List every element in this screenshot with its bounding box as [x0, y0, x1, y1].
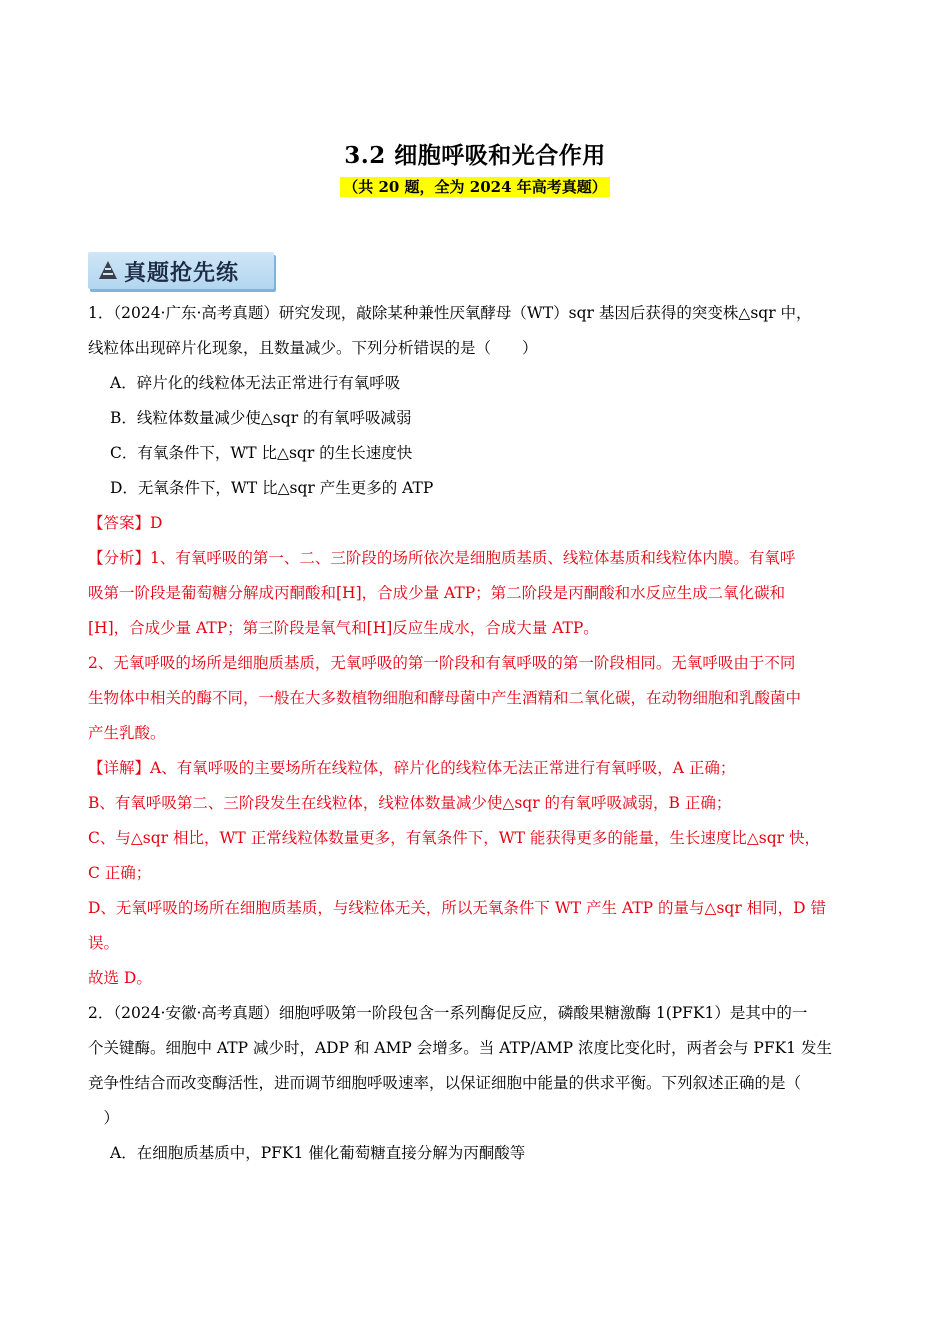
q1-analysis-line: 【分析】1、有氧呼吸的第一、二、三阶段的场所依次是细胞质基质、线粒体基质和线粒体内膜。有氧呼 [88, 549, 796, 567]
pyramid-icon [97, 259, 119, 281]
q1-analysis-line: 产生乳酸。 [88, 724, 166, 742]
q1-analysis-line: 吸第一阶段是葡萄糖分解成丙酮酸和[H]，合成少量 ATP；第二阶段是丙酮酸和水反应生成二氧化碳和 [88, 584, 786, 602]
q1-option-b: B．线粒体数量减少使△sqr 的有氧呼吸减弱 [110, 409, 412, 427]
q1-conclusion: 故选 D。 [88, 969, 152, 987]
q1-detail-line: C 正确； [88, 864, 152, 882]
q2-option-a: A．在细胞质基质中，PFK1 催化葡萄糖直接分解为丙酮酸等 [110, 1144, 526, 1162]
document-body [88, 296, 862, 1171]
q1-option-d: D．无氧条件下，WT 比△sqr 产生更多的 ATP [110, 479, 434, 497]
q1-detail-line: D、无氧呼吸的场所在细胞质基质，与线粒体无关，所以无氧条件下 WT 产生 ATP 的量与△sqr 相同，D 错 [88, 899, 827, 917]
q1-answer: 【答案】D [88, 514, 163, 532]
section-banner [88, 252, 274, 289]
q1-stem-line: 线粒体出现碎片化现象，且数量减少。下列分析错误的是（ ） [88, 339, 538, 357]
q2-stem-line: 2．（2024·安徽·高考真题）细胞呼吸第一阶段包含一系列酶促反应，磷酸果糖激酶 1(PFK1）是其中的一 [88, 1004, 808, 1022]
q1-detail-line: B、有氧呼吸第二、三阶段发生在线粒体，线粒体数量减少使△sqr 的有氧呼吸减弱，B 正确； [88, 794, 732, 812]
q1-detail-line: 【详解】A、有氧呼吸的主要场所在线粒体，碎片化的线粒体无法正常进行有氧呼吸，A 正确； [88, 759, 736, 777]
q1-option-a: A．碎片化的线粒体无法正常进行有氧呼吸 [110, 374, 401, 392]
q1-detail-line: 误。 [88, 934, 120, 952]
q1-analysis-line: 2、无氧呼吸的场所是细胞质基质，无氧呼吸的第一阶段和有氧呼吸的第一阶段相同。无氧呼吸由于不同 [88, 654, 796, 672]
subtitle-wrapper [0, 176, 950, 197]
q1-analysis-line: [H]，合成少量 ATP；第三阶段是氧气和[H]反应生成水，合成大量 ATP。 [88, 619, 599, 637]
section-banner-label: 真题抢先练 [124, 260, 240, 286]
document-subtitle: （共 20 题，全为 2024 年高考真题） [340, 177, 610, 197]
q2-stem-line: 竞争性结合而改变酶活性，进而调节细胞呼吸速率，以保证细胞中能量的供求平衡。下列叙述正确的是（ [88, 1074, 802, 1092]
q1-analysis-line: 生物体中相关的酶不同，一般在大多数植物细胞和酵母菌中产生酒精和二氧化碳，在动物细胞和乳酸菌中 [88, 689, 802, 707]
q2-stem-line: ） [88, 1109, 120, 1127]
q1-stem-line: 1．（2024·广东·高考真题）研究发现，敲除某种兼性厌氧酵母（WT）sqr 基因后获得的突变株△sqr 中， [88, 304, 812, 322]
q1-option-c: C．有氧条件下，WT 比△sqr 的生长速度快 [110, 444, 413, 462]
q2-stem-line: 个关键酶。细胞中 ATP 减少时，ADP 和 AMP 会增多。当 ATP/AMP 浓度比变化时，两者会与 PFK1 发生 [88, 1039, 832, 1057]
document-title: 3.2 细胞呼吸和光合作用 [344, 142, 606, 169]
q1-detail-line: C、与△sqr 相比，WT 正常线粒体数量更多，有氧条件下，WT 能获得更多的能量，生长速度比△sqr 快， [88, 829, 821, 847]
